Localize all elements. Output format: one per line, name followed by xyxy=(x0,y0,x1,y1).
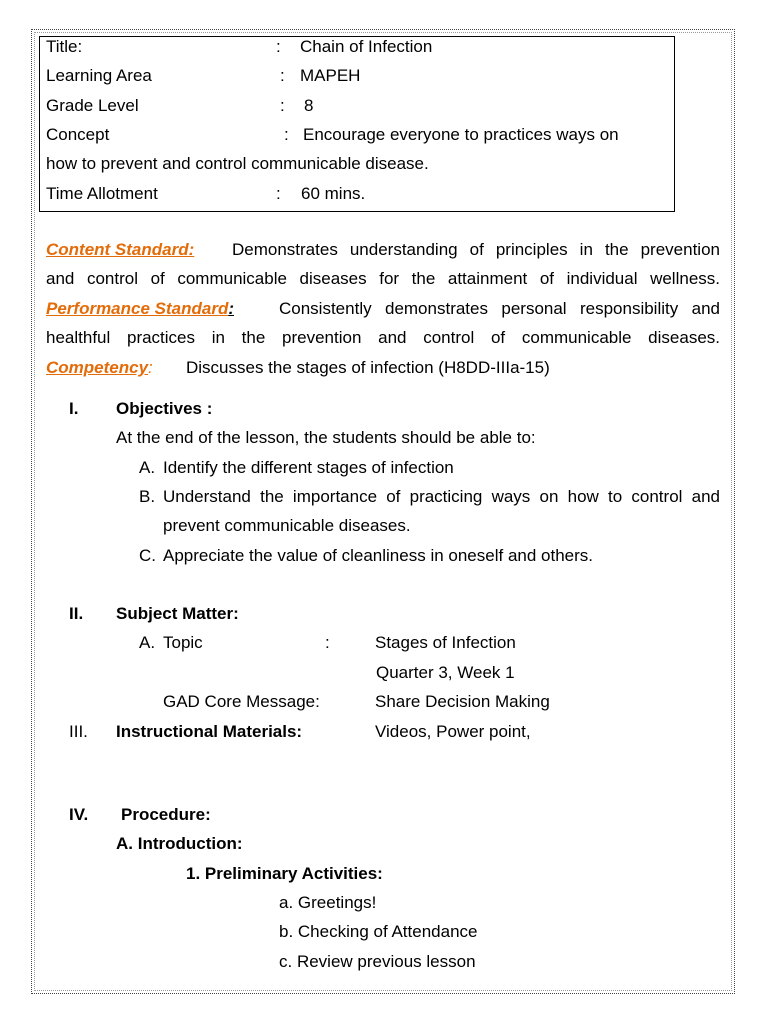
competency-heading xyxy=(46,358,153,378)
objective-b-text-1: Understand the importance of practicing ways on how to control and xyxy=(163,487,720,506)
objective-a-letter: A. xyxy=(139,458,156,477)
time-allotment-separator: : xyxy=(276,184,281,203)
performance-standard-heading xyxy=(46,299,234,319)
learning-area-separator: : xyxy=(280,66,285,85)
procedure-item-attendance: b. Checking of Attendance xyxy=(279,922,478,941)
procedure-item-greetings: a. Greetings! xyxy=(279,893,377,912)
concept-label: Concept xyxy=(46,125,110,144)
objectives-heading: Objectives : xyxy=(116,399,213,418)
objective-b-text-2: prevent communicable diseases. xyxy=(163,516,411,535)
concept-value-line-2: how to prevent and control communicable disease. xyxy=(46,154,429,173)
objectives-intro: At the end of the lesson, the students should be able to: xyxy=(116,428,536,447)
concept-separator: : xyxy=(284,125,289,144)
topic-label: Topic xyxy=(163,633,203,652)
competency-text: Discusses the stages of infection (H8DD-IIIa-15) xyxy=(186,358,550,377)
learning-area-value: MAPEH xyxy=(300,66,361,85)
title-label: Title: xyxy=(46,37,83,56)
competency-colon: : xyxy=(148,358,153,377)
time-allotment-label: Time Allotment xyxy=(46,184,158,203)
grade-level-separator: : xyxy=(280,96,285,115)
time-allotment-value: 60 mins. xyxy=(301,184,366,203)
grade-level-label: Grade Level xyxy=(46,96,139,115)
competency-label: Competency xyxy=(46,358,149,377)
preliminary-activities-heading: 1. Preliminary Activities: xyxy=(186,864,383,883)
objective-c-letter: C. xyxy=(139,546,156,565)
performance-standard-colon: : xyxy=(228,299,235,318)
objective-a-text: Identify the different stages of infection xyxy=(163,458,454,477)
topic-letter: A. xyxy=(139,633,156,652)
topic-quarter-week: Quarter 3, Week 1 xyxy=(376,663,515,682)
materials-numeral: III. xyxy=(69,722,88,741)
topic-value: Stages of Infection xyxy=(375,633,516,652)
title-value: Chain of Infection xyxy=(300,37,433,56)
procedure-numeral: IV. xyxy=(69,805,89,824)
concept-value-line-1: Encourage everyone to practices ways on xyxy=(303,125,619,144)
procedure-heading: Procedure: xyxy=(121,805,211,824)
content-standard-text-2: and control of communicable diseases for the attainment of individual wellness. xyxy=(46,269,720,288)
introduction-heading: A. Introduction: xyxy=(116,834,243,853)
gad-label: GAD Core Message: xyxy=(163,692,320,711)
objective-c-text: Appreciate the value of cleanliness in oneself and others. xyxy=(163,546,593,565)
grade-level-value: 8 xyxy=(304,96,314,115)
content-standard-text-1: Demonstrates understanding of principles in the prevention xyxy=(232,240,720,259)
procedure-item-review: c. Review previous lesson xyxy=(279,952,476,971)
gad-value: Share Decision Making xyxy=(375,692,550,711)
topic-separator: : xyxy=(325,633,330,652)
content-standard-label: Content Standard: xyxy=(46,240,195,259)
performance-standard-label: Performance Standard xyxy=(46,299,229,318)
learning-area-label: Learning Area xyxy=(46,66,152,85)
materials-heading: Instructional Materials: xyxy=(116,722,303,741)
title-separator: : xyxy=(276,37,281,56)
subject-matter-numeral: II. xyxy=(69,604,84,623)
performance-standard-text-2: healthful practices in the prevention and control of communicable diseases. xyxy=(46,328,720,347)
objectives-numeral: I. xyxy=(69,399,79,418)
subject-matter-heading: Subject Matter: xyxy=(116,604,239,623)
objective-b-letter: B. xyxy=(139,487,156,506)
performance-standard-text-1: Consistently demonstrates personal responsibility and xyxy=(279,299,720,318)
materials-value: Videos, Power point, xyxy=(375,722,531,741)
